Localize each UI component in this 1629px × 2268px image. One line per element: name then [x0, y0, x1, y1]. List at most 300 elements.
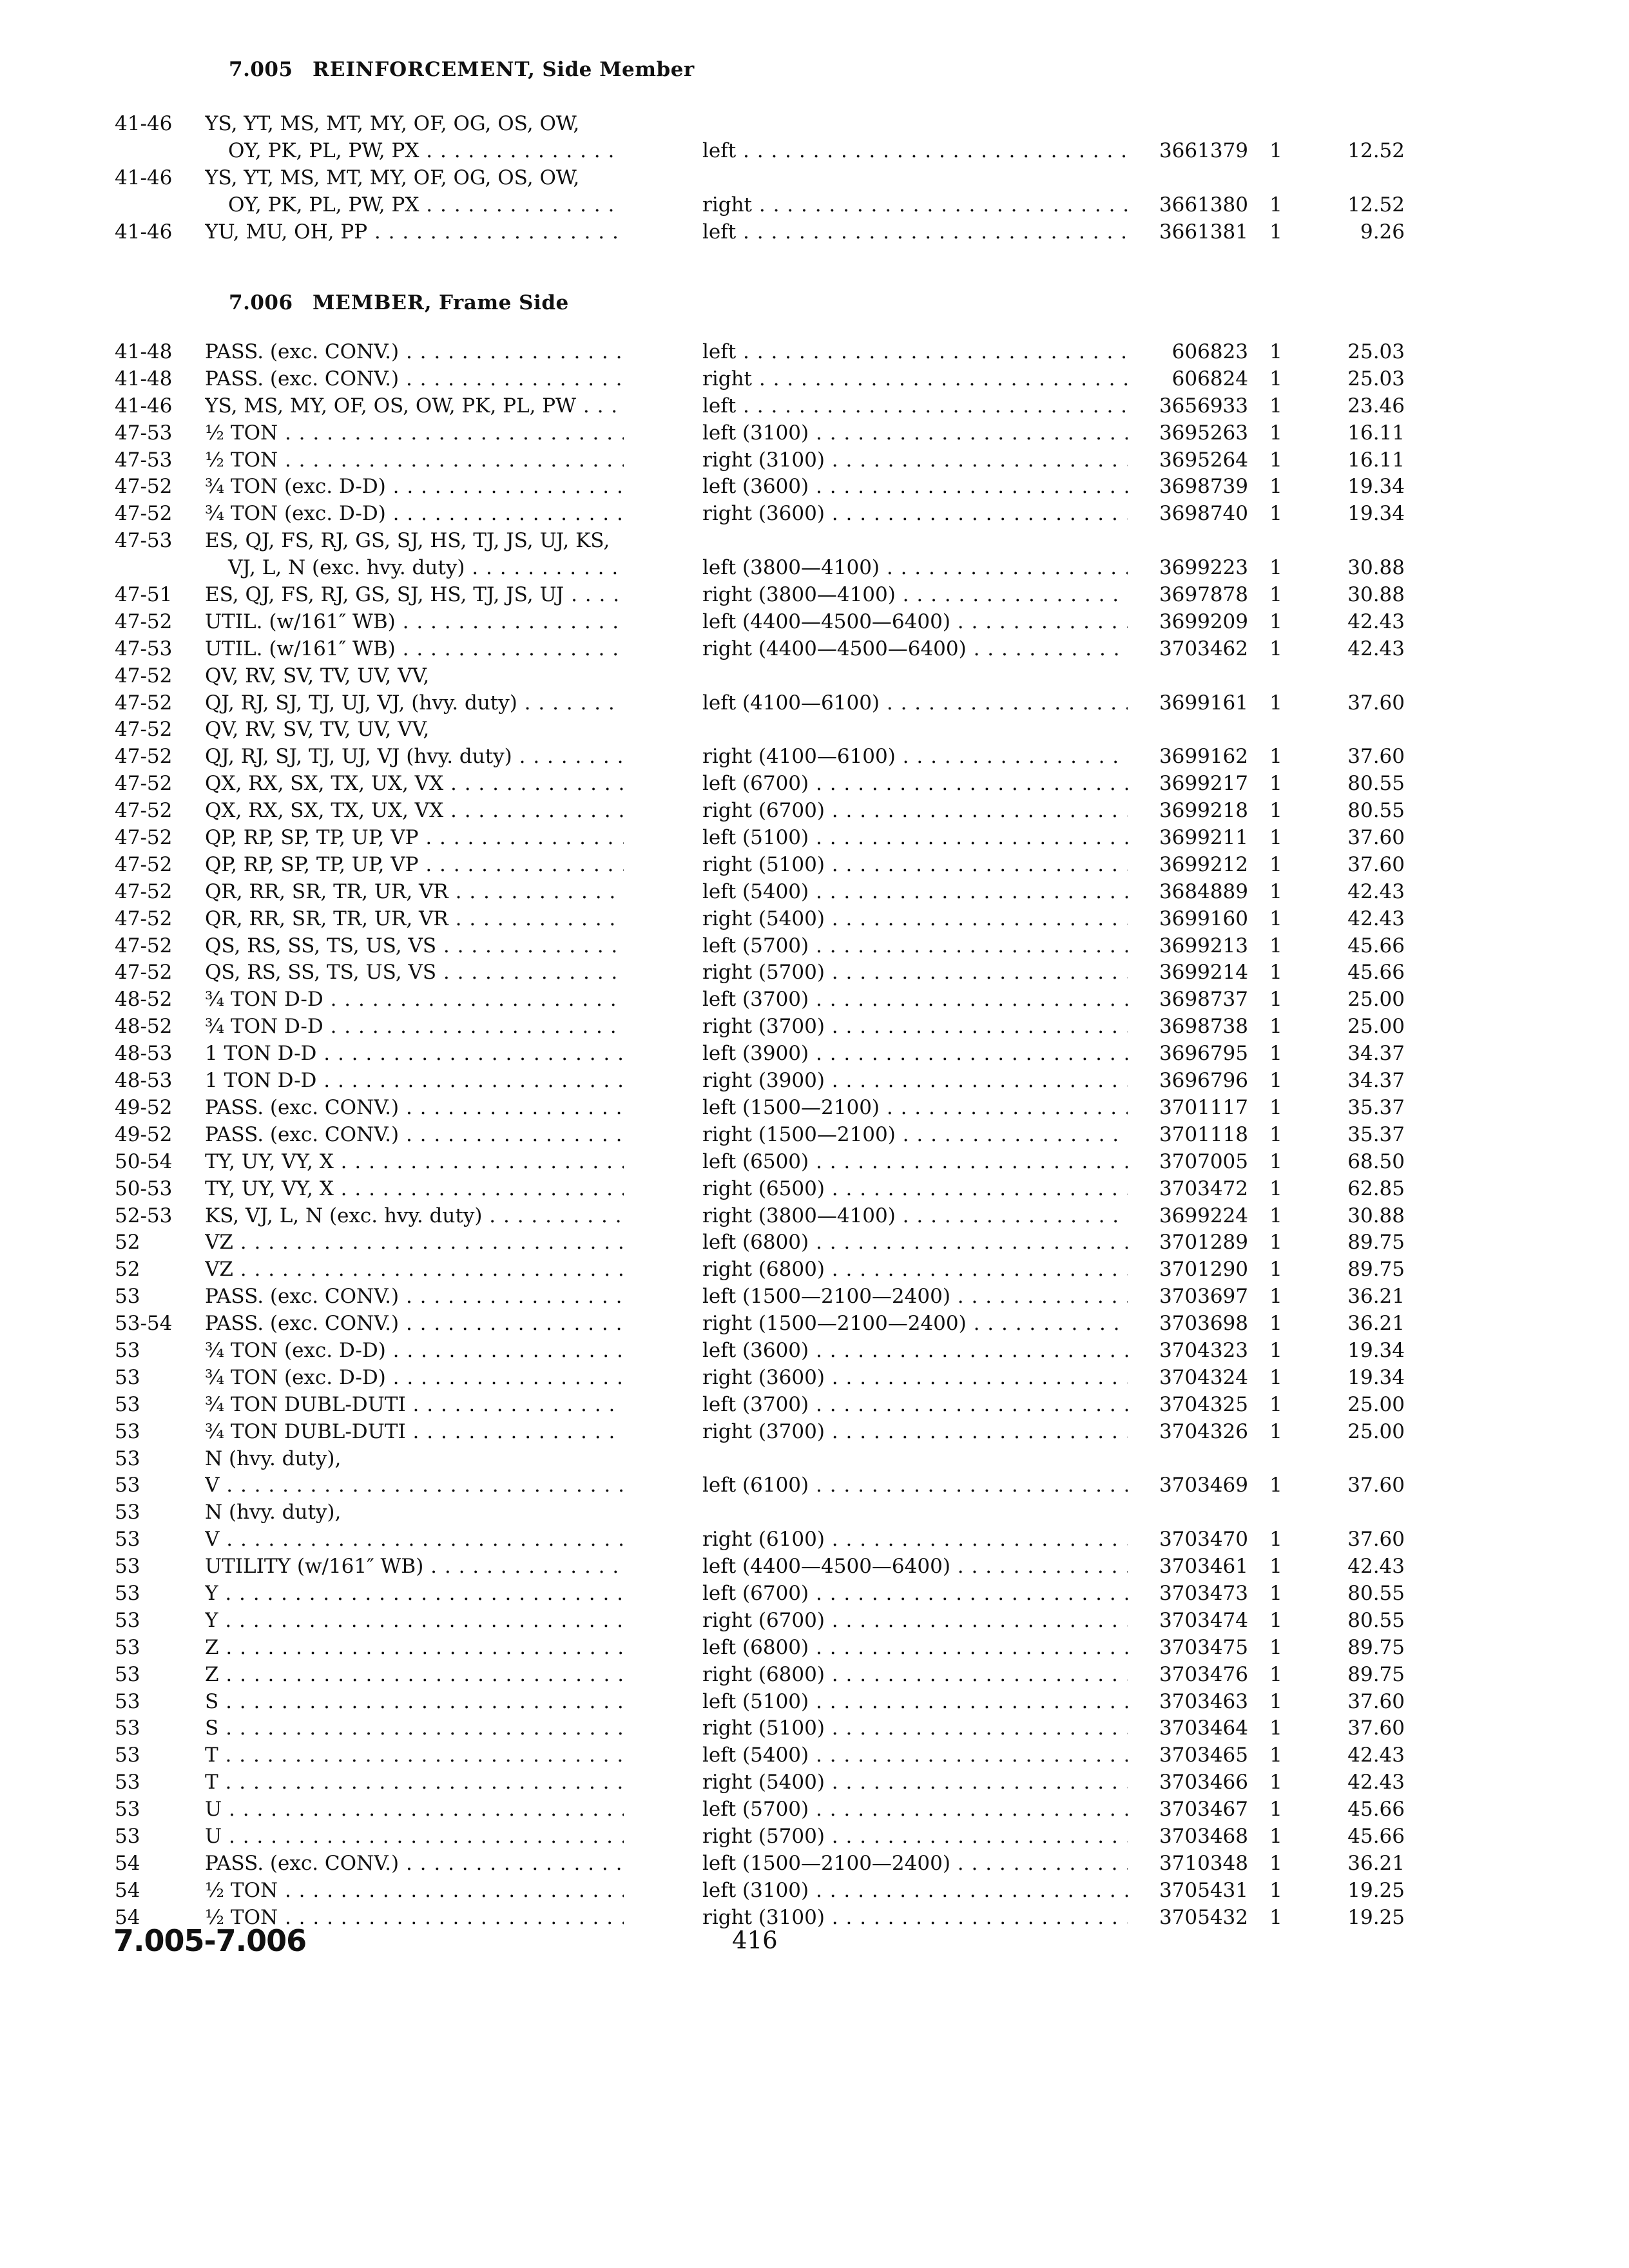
- models-cell: QR, RR, SR, TR, UR, VR . . .: [205, 906, 624, 933]
- side-cell: right (3600) . . .: [702, 501, 1128, 528]
- price-cell: 45.66: [1347, 1798, 1405, 1821]
- part-number-cell: 3699213: [1159, 934, 1248, 957]
- part-number-cell: 3699160: [1159, 907, 1248, 930]
- models-cell: Y . . .: [205, 1608, 624, 1635]
- models-cell: OY, PK, PL, PW, PX . . .: [205, 138, 624, 165]
- part-number-cell: 3703474: [1159, 1608, 1248, 1632]
- quantity-cell: 1: [1269, 220, 1282, 244]
- side-cell: left (5100) . . .: [702, 1689, 1128, 1716]
- models-cell: QX, RX, SX, TX, UX, VX . . .: [205, 771, 624, 798]
- part-number-cell: 3703465: [1159, 1744, 1248, 1767]
- models-cell: ¾ TON (exc. D-D) . . .: [205, 501, 624, 528]
- models-cell: ½ TON . . .: [205, 1878, 624, 1905]
- models-cell: QV, RV, SV, TV, UV, VV,: [205, 718, 430, 742]
- table-row: [0, 138, 1629, 165]
- side-cell: left (6100) . . .: [702, 1472, 1128, 1499]
- side-cell: left (3100) . . .: [702, 1878, 1128, 1905]
- part-number-cell: 3704324: [1159, 1365, 1248, 1389]
- section-name: REINFORCEMENT,: [312, 58, 535, 81]
- part-number-cell: 3699217: [1159, 772, 1248, 796]
- models-cell: VZ . . .: [205, 1256, 624, 1283]
- year-cell: 53: [115, 1555, 140, 1579]
- price-cell: 42.43: [1347, 1555, 1405, 1579]
- models-cell: QS, RS, SS, TS, US, VS . . .: [205, 933, 624, 960]
- part-number-cell: 3703473: [1159, 1581, 1248, 1605]
- part-number-cell: 3710348: [1159, 1851, 1248, 1875]
- year-cell: 48-53: [115, 1042, 173, 1066]
- year-cell: 47-52: [115, 475, 173, 499]
- price-cell: 37.60: [1347, 1474, 1405, 1497]
- year-cell: 53: [115, 1635, 140, 1659]
- quantity-cell: 1: [1269, 1716, 1282, 1740]
- part-number-cell: 3703697: [1159, 1285, 1248, 1309]
- models-cell: PASS. (exc. CONV.) . . .: [205, 1283, 624, 1311]
- part-number-cell: 3703463: [1159, 1689, 1248, 1713]
- quantity-cell: 1: [1269, 1204, 1282, 1227]
- price-cell: 25.00: [1347, 1015, 1405, 1039]
- section-7006-rows: [0, 339, 1629, 1932]
- quantity-cell: 1: [1269, 934, 1282, 957]
- models-cell: ¾ TON (exc. D-D) . . .: [205, 1365, 624, 1392]
- side-cell: right (5700) . . .: [702, 959, 1128, 986]
- price-cell: 80.55: [1347, 1608, 1405, 1632]
- price-cell: 37.60: [1347, 691, 1405, 715]
- side-cell: right (6100) . . .: [702, 1526, 1128, 1553]
- models-cell: ½ TON . . .: [205, 447, 624, 474]
- quantity-cell: 1: [1269, 772, 1282, 796]
- models-cell: UTILITY (w/161″ WB) . . .: [205, 1553, 624, 1581]
- side-cell: left (6800) . . .: [702, 1229, 1128, 1256]
- table-row: [0, 528, 1629, 555]
- quantity-cell: 1: [1269, 961, 1282, 985]
- table-row: [0, 1176, 1629, 1203]
- part-number-cell: 3704323: [1159, 1338, 1248, 1362]
- models-cell: ES, QJ, FS, RJ, GS, SJ, HS, TJ, JS, UJ . . .: [205, 582, 624, 609]
- models-cell: QX, RX, SX, TX, UX, VX . . .: [205, 798, 624, 825]
- year-cell: 47-52: [115, 934, 173, 957]
- table-row: [0, 582, 1629, 609]
- table-row: [0, 1365, 1629, 1392]
- price-cell: 25.00: [1347, 1392, 1405, 1416]
- side-cell: right (1500—2100) . . .: [702, 1122, 1128, 1149]
- part-number-cell: 3703467: [1159, 1798, 1248, 1821]
- year-cell: 47-52: [115, 961, 173, 985]
- side-cell: left (5400) . . .: [702, 879, 1128, 906]
- year-cell: 47-52: [115, 502, 173, 526]
- price-cell: 37.60: [1347, 852, 1405, 876]
- quantity-cell: 1: [1269, 1555, 1282, 1579]
- table-row: [0, 1796, 1629, 1823]
- quantity-cell: 1: [1269, 1662, 1282, 1686]
- side-cell: left (5100) . . .: [702, 825, 1128, 852]
- table-row: [0, 474, 1629, 501]
- part-number-cell: 3701118: [1159, 1122, 1248, 1146]
- part-number-cell: 606824: [1171, 367, 1248, 390]
- price-cell: 68.50: [1347, 1149, 1405, 1173]
- part-number-cell: 3703464: [1159, 1716, 1248, 1740]
- price-cell: 62.85: [1347, 1177, 1405, 1200]
- table-row: [0, 1229, 1629, 1256]
- part-number-cell: 3703466: [1159, 1771, 1248, 1794]
- table-row: [0, 1149, 1629, 1176]
- year-cell: 53: [115, 1662, 140, 1686]
- price-cell: 30.88: [1347, 1204, 1405, 1227]
- year-cell: 47-52: [115, 745, 173, 769]
- year-cell: 41-46: [115, 166, 173, 189]
- year-cell: 53: [115, 1338, 140, 1362]
- table-row: [0, 420, 1629, 447]
- section-heading-7006: [229, 291, 569, 314]
- models-cell: 1 TON D-D . . .: [205, 1068, 624, 1095]
- year-cell: 47-52: [115, 610, 173, 633]
- side-cell: right . . .: [702, 366, 1128, 393]
- quantity-cell: 1: [1269, 988, 1282, 1012]
- year-cell: 50-53: [115, 1177, 173, 1200]
- price-cell: 19.25: [1347, 1878, 1405, 1902]
- side-cell: left (4100—6100) . . .: [702, 690, 1128, 717]
- year-cell: 53: [115, 1716, 140, 1740]
- year-cell: 47-52: [115, 907, 173, 930]
- table-row: [0, 1311, 1629, 1338]
- models-cell: ¾ TON D-D . . .: [205, 1014, 624, 1041]
- year-cell: 50-54: [115, 1149, 173, 1173]
- year-cell: 53: [115, 1689, 140, 1713]
- side-cell: left . . .: [702, 138, 1128, 165]
- side-cell: left . . .: [702, 393, 1128, 420]
- side-cell: right (3800—4100) . . .: [702, 1203, 1128, 1230]
- table-row: [0, 555, 1629, 582]
- part-number-cell: 3661380: [1159, 193, 1248, 216]
- year-cell: 52: [115, 1258, 140, 1282]
- price-cell: 25.03: [1347, 340, 1405, 363]
- quantity-cell: 1: [1269, 1798, 1282, 1821]
- table-row: [0, 1715, 1629, 1742]
- year-cell: 53: [115, 1501, 140, 1524]
- price-cell: 16.11: [1347, 421, 1405, 445]
- side-cell: right (3100) . . .: [702, 447, 1128, 474]
- part-number-cell: 3698740: [1159, 502, 1248, 526]
- models-cell: QJ, RJ, SJ, TJ, UJ, VJ, (hvy. duty) . . .: [205, 690, 624, 717]
- quantity-cell: 1: [1269, 502, 1282, 526]
- models-cell: YS, MS, MY, OF, OS, OW, PK, PL, PW . . .: [205, 393, 624, 420]
- part-number-cell: 3698738: [1159, 1015, 1248, 1039]
- footer-section-range: 7.005-7.006: [113, 1923, 307, 1958]
- side-cell: left (6800) . . .: [702, 1635, 1128, 1662]
- price-cell: 9.26: [1360, 220, 1405, 244]
- price-cell: 34.37: [1347, 1069, 1405, 1093]
- year-cell: 49-52: [115, 1122, 173, 1146]
- part-number-cell: 3699223: [1159, 556, 1248, 580]
- table-row: [0, 1662, 1629, 1689]
- price-cell: 37.60: [1347, 745, 1405, 769]
- table-row: [0, 366, 1629, 393]
- part-number-cell: 3699161: [1159, 691, 1248, 715]
- price-cell: 42.43: [1347, 1771, 1405, 1794]
- table-row: [0, 716, 1629, 744]
- year-cell: 41-46: [115, 112, 173, 135]
- table-row: [0, 1608, 1629, 1635]
- year-cell: 53-54: [115, 1312, 173, 1336]
- table-row: [0, 1850, 1629, 1878]
- side-cell: left (1500—2100) . . .: [702, 1095, 1128, 1122]
- models-cell: V . . .: [205, 1472, 624, 1499]
- part-number-cell: 3699214: [1159, 961, 1248, 985]
- models-cell: UTIL. (w/161″ WB) . . .: [205, 609, 624, 636]
- year-cell: 48-52: [115, 1015, 173, 1039]
- year-cell: 47-52: [115, 826, 173, 850]
- year-cell: 52-53: [115, 1204, 173, 1227]
- quantity-cell: 1: [1269, 799, 1282, 823]
- models-cell: ¾ TON (exc. D-D) . . .: [205, 474, 624, 501]
- part-number-cell: 3684889: [1159, 879, 1248, 903]
- quantity-cell: 1: [1269, 1608, 1282, 1632]
- part-number-cell: 3695263: [1159, 421, 1248, 445]
- year-cell: 54: [115, 1905, 140, 1929]
- part-number-cell: 3695264: [1159, 448, 1248, 472]
- part-number-cell: 3704325: [1159, 1392, 1248, 1416]
- quantity-cell: 1: [1269, 1338, 1282, 1362]
- side-cell: left (4400—4500—6400) . . .: [702, 609, 1128, 636]
- models-cell: TY, UY, VY, X . . .: [205, 1149, 624, 1176]
- price-cell: 25.03: [1347, 367, 1405, 390]
- section-name: MEMBER,: [312, 291, 432, 314]
- models-cell: ¾ TON DUBL-DUTI . . .: [205, 1419, 624, 1446]
- side-cell: right (6800) . . .: [702, 1662, 1128, 1689]
- year-cell: 53: [115, 1771, 140, 1794]
- quantity-cell: 1: [1269, 826, 1282, 850]
- price-cell: 89.75: [1347, 1662, 1405, 1686]
- table-row: [0, 1499, 1629, 1526]
- table-row: [0, 1419, 1629, 1446]
- side-cell: right (1500—2100—2400) . . .: [702, 1311, 1128, 1338]
- section-number: 7.006: [229, 291, 293, 314]
- table-row: [0, 1553, 1629, 1581]
- quantity-cell: 1: [1269, 1771, 1282, 1794]
- quantity-cell: 1: [1269, 1581, 1282, 1605]
- year-cell: 47-52: [115, 879, 173, 903]
- table-row: [0, 1689, 1629, 1716]
- side-cell: left (6500) . . .: [702, 1149, 1128, 1176]
- year-cell: 54: [115, 1851, 140, 1875]
- table-row: [0, 1446, 1629, 1473]
- quantity-cell: 1: [1269, 1878, 1282, 1902]
- side-cell: left (3700) . . .: [702, 986, 1128, 1014]
- part-number-cell: 3703469: [1159, 1474, 1248, 1497]
- year-cell: 41-46: [115, 220, 173, 244]
- year-cell: 47-52: [115, 691, 173, 715]
- models-cell: UTIL. (w/161″ WB) . . .: [205, 636, 624, 663]
- side-cell: left (5400) . . .: [702, 1742, 1128, 1769]
- year-cell: 48-53: [115, 1069, 173, 1093]
- table-row: [0, 1068, 1629, 1095]
- part-number-cell: 3698739: [1159, 475, 1248, 499]
- quantity-cell: 1: [1269, 637, 1282, 660]
- quantity-cell: 1: [1269, 1474, 1282, 1497]
- models-cell: ¾ TON (exc. D-D) . . .: [205, 1338, 624, 1365]
- table-row: [0, 663, 1629, 690]
- side-cell: left (5700) . . .: [702, 933, 1128, 960]
- models-cell: Z . . .: [205, 1635, 624, 1662]
- part-number-cell: 3703476: [1159, 1662, 1248, 1686]
- table-row: [0, 1041, 1629, 1068]
- models-cell: T . . .: [205, 1769, 624, 1796]
- part-number-cell: 3699209: [1159, 610, 1248, 633]
- year-cell: 53: [115, 1446, 140, 1470]
- year-cell: 47-53: [115, 529, 173, 553]
- table-row: [0, 393, 1629, 420]
- models-cell: PASS. (exc. CONV.) . . .: [205, 1122, 624, 1149]
- table-row: [0, 1256, 1629, 1283]
- side-cell: right (3900) . . .: [702, 1068, 1128, 1095]
- quantity-cell: 1: [1269, 1015, 1282, 1039]
- models-cell: YS, YT, MS, MT, MY, OF, OG, OS, OW,: [205, 112, 580, 135]
- side-cell: right (6700) . . .: [702, 1608, 1128, 1635]
- table-row: [0, 771, 1629, 798]
- part-number-cell: 3656933: [1159, 394, 1248, 418]
- side-cell: left (3600) . . .: [702, 1338, 1128, 1365]
- price-cell: 19.34: [1347, 475, 1405, 499]
- models-cell: OY, PK, PL, PW, PX . . .: [205, 192, 624, 219]
- table-row: [0, 1742, 1629, 1769]
- side-cell: right (5400) . . .: [702, 906, 1128, 933]
- quantity-cell: 1: [1269, 448, 1282, 472]
- side-cell: right (6500) . . .: [702, 1176, 1128, 1203]
- quantity-cell: 1: [1269, 852, 1282, 876]
- year-cell: 53: [115, 1392, 140, 1416]
- table-row: [0, 798, 1629, 825]
- price-cell: 36.21: [1347, 1851, 1405, 1875]
- side-cell: right (5100) . . .: [702, 852, 1128, 879]
- year-cell: 53: [115, 1474, 140, 1497]
- models-cell: QR, RR, SR, TR, UR, VR . . .: [205, 879, 624, 906]
- section-subtitle: Frame Side: [438, 291, 569, 314]
- quantity-cell: 1: [1269, 879, 1282, 903]
- models-cell: N (hvy. duty),: [205, 1501, 342, 1524]
- quantity-cell: 1: [1269, 1042, 1282, 1066]
- part-number-cell: 3703470: [1159, 1528, 1248, 1552]
- quantity-cell: 1: [1269, 1744, 1282, 1767]
- quantity-cell: 1: [1269, 1069, 1282, 1093]
- part-number-cell: 3703698: [1159, 1312, 1248, 1336]
- side-cell: left (1500—2100—2400) . . .: [702, 1283, 1128, 1311]
- models-cell: TY, UY, VY, X . . .: [205, 1176, 624, 1203]
- part-number-cell: 3705432: [1159, 1905, 1248, 1929]
- models-cell: ¾ TON DUBL-DUTI . . .: [205, 1392, 624, 1419]
- models-cell: QP, RP, SP, TP, UP, VP . . .: [205, 852, 624, 879]
- price-cell: 35.37: [1347, 1095, 1405, 1119]
- price-cell: 89.75: [1347, 1635, 1405, 1659]
- quantity-cell: 1: [1269, 1635, 1282, 1659]
- year-cell: 41-48: [115, 367, 173, 390]
- side-cell: left (5700) . . .: [702, 1796, 1128, 1823]
- table-row: [0, 1338, 1629, 1365]
- models-cell: T . . .: [205, 1742, 624, 1769]
- price-cell: 42.43: [1347, 879, 1405, 903]
- year-cell: 47-52: [115, 664, 173, 687]
- part-number-cell: 3699212: [1159, 852, 1248, 876]
- price-cell: 80.55: [1347, 799, 1405, 823]
- side-cell: right (5400) . . .: [702, 1769, 1128, 1796]
- models-cell: ½ TON . . .: [205, 420, 624, 447]
- section-7005-rows: [0, 111, 1629, 245]
- price-cell: 45.66: [1347, 934, 1405, 957]
- quantity-cell: 1: [1269, 691, 1282, 715]
- models-cell: ½ TON . . .: [205, 1905, 624, 1932]
- year-cell: 48-52: [115, 988, 173, 1012]
- price-cell: 80.55: [1347, 1581, 1405, 1605]
- models-cell: QJ, RJ, SJ, TJ, UJ, VJ (hvy. duty) . . .: [205, 744, 624, 771]
- quantity-cell: 1: [1269, 1258, 1282, 1282]
- year-cell: 41-48: [115, 340, 173, 363]
- year-cell: 53: [115, 1581, 140, 1605]
- part-number-cell: 3697878: [1159, 583, 1248, 607]
- side-cell: left . . .: [702, 339, 1128, 366]
- quantity-cell: 1: [1269, 421, 1282, 445]
- price-cell: 12.52: [1347, 193, 1405, 216]
- year-cell: 53: [115, 1419, 140, 1443]
- side-cell: right (3700) . . .: [702, 1419, 1128, 1446]
- table-row: [0, 339, 1629, 366]
- year-cell: 47-53: [115, 448, 173, 472]
- table-row: [0, 1203, 1629, 1230]
- models-cell: QS, RS, SS, TS, US, VS . . .: [205, 959, 624, 986]
- year-cell: 47-52: [115, 852, 173, 876]
- price-cell: 89.75: [1347, 1258, 1405, 1282]
- price-cell: 36.21: [1347, 1285, 1405, 1309]
- quantity-cell: 1: [1269, 1177, 1282, 1200]
- year-cell: 53: [115, 1824, 140, 1848]
- part-number-cell: 3705431: [1159, 1878, 1248, 1902]
- table-row: [0, 609, 1629, 636]
- models-cell: U . . .: [205, 1796, 624, 1823]
- side-cell: left (3600) . . .: [702, 474, 1128, 501]
- price-cell: 36.21: [1347, 1312, 1405, 1336]
- price-cell: 89.75: [1347, 1231, 1405, 1254]
- table-row: [0, 879, 1629, 906]
- part-number-cell: 3703472: [1159, 1177, 1248, 1200]
- year-cell: 47-53: [115, 421, 173, 445]
- models-cell: PASS. (exc. CONV.) . . .: [205, 366, 624, 393]
- price-cell: 42.43: [1347, 907, 1405, 930]
- side-cell: right (3100) . . .: [702, 1905, 1128, 1932]
- table-row: [0, 165, 1629, 192]
- price-cell: 16.11: [1347, 448, 1405, 472]
- price-cell: 35.37: [1347, 1122, 1405, 1146]
- year-cell: 53: [115, 1365, 140, 1389]
- side-cell: left (1500—2100—2400) . . .: [702, 1850, 1128, 1878]
- part-number-cell: 3701290: [1159, 1258, 1248, 1282]
- quantity-cell: 1: [1269, 907, 1282, 930]
- part-number-cell: 606823: [1171, 340, 1248, 363]
- quantity-cell: 1: [1269, 745, 1282, 769]
- table-row: [0, 690, 1629, 717]
- price-cell: 25.00: [1347, 1419, 1405, 1443]
- quantity-cell: 1: [1269, 340, 1282, 363]
- year-cell: 49-52: [115, 1095, 173, 1119]
- price-cell: 25.00: [1347, 988, 1405, 1012]
- year-cell: 53: [115, 1744, 140, 1767]
- side-cell: left (3100) . . .: [702, 420, 1128, 447]
- price-cell: 42.43: [1347, 1744, 1405, 1767]
- price-cell: 19.34: [1347, 1365, 1405, 1389]
- quantity-cell: 1: [1269, 1122, 1282, 1146]
- quantity-cell: 1: [1269, 1231, 1282, 1254]
- models-cell: Y . . .: [205, 1581, 624, 1608]
- price-cell: 19.34: [1347, 1338, 1405, 1362]
- side-cell: right (6800) . . .: [702, 1256, 1128, 1283]
- part-number-cell: 3703462: [1159, 637, 1248, 660]
- price-cell: 19.25: [1347, 1905, 1405, 1929]
